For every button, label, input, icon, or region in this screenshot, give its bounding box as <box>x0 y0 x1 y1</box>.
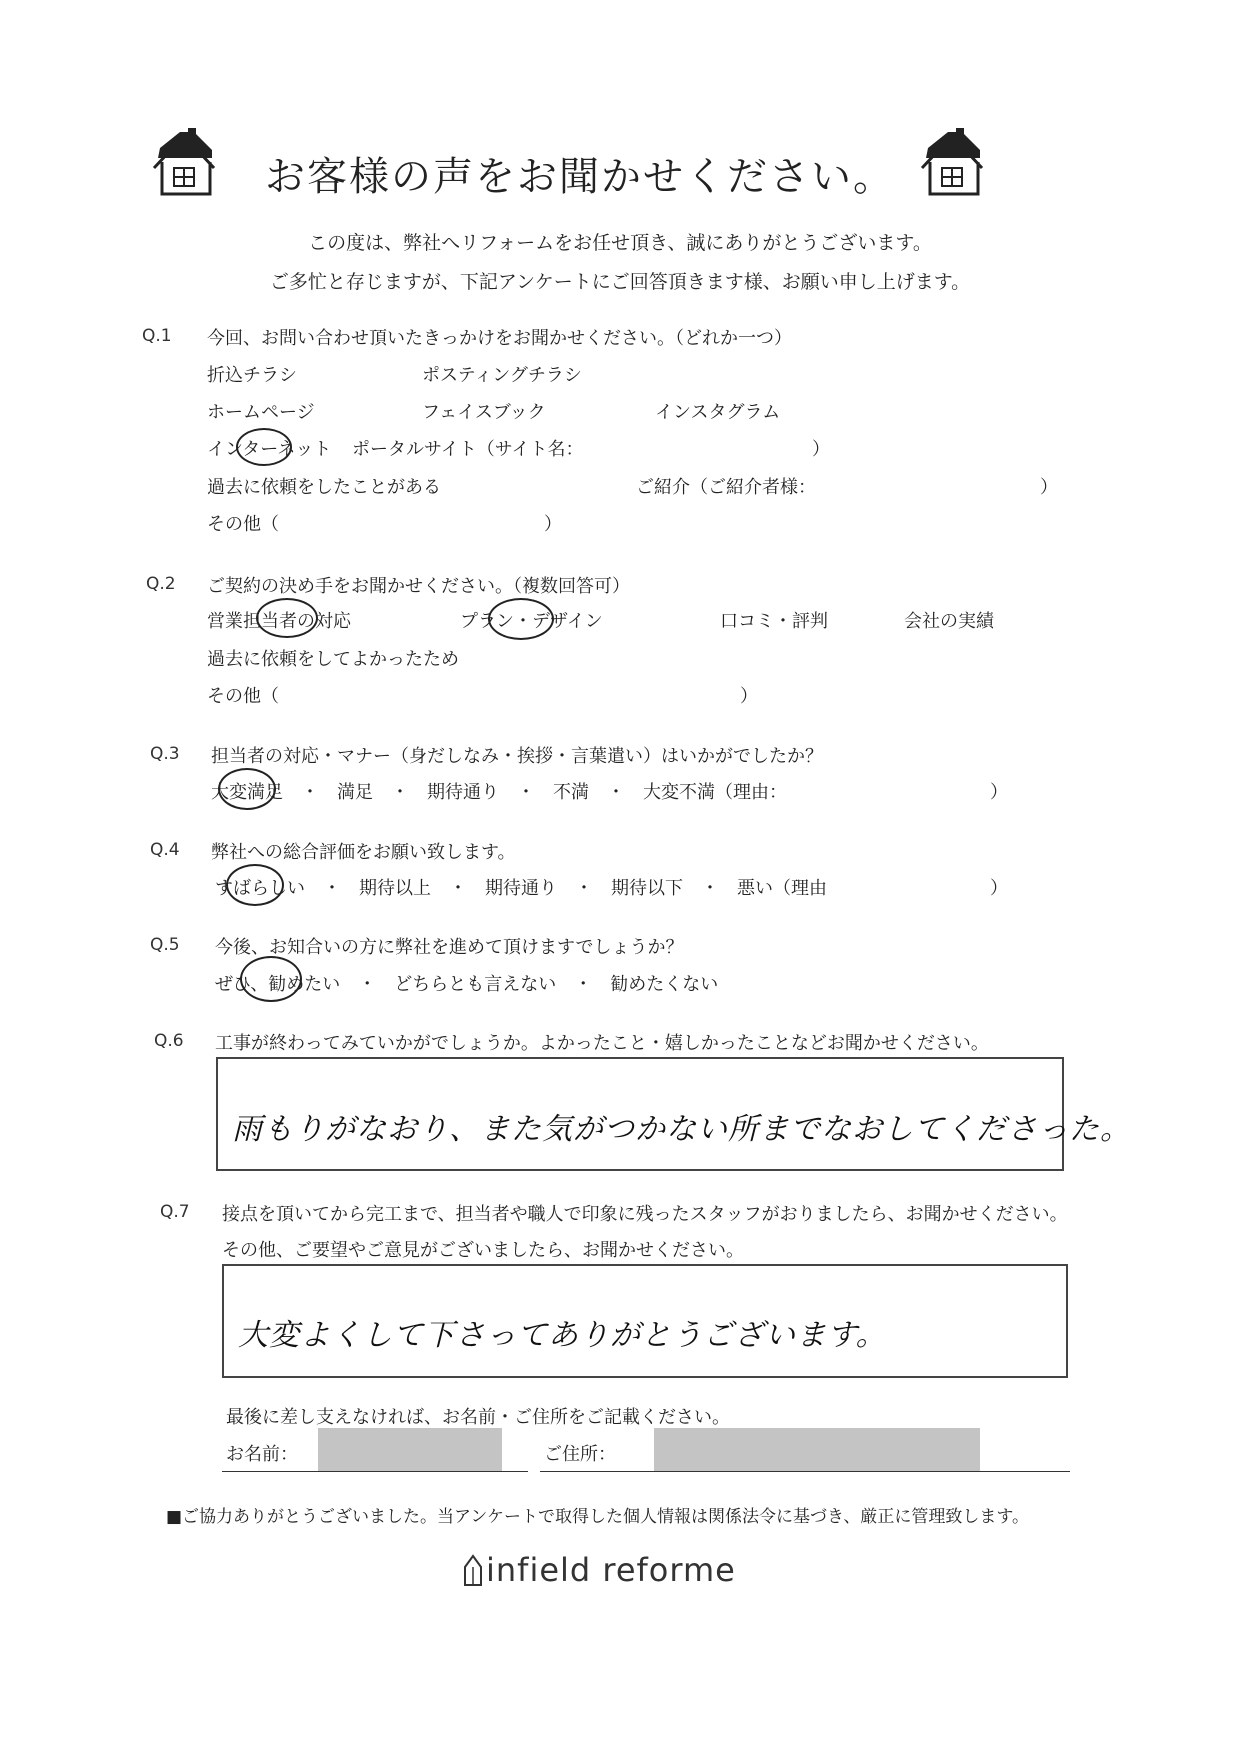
q2-option-other[interactable]: その他（ <box>207 686 279 707</box>
house-icon-left <box>150 128 222 200</box>
q1-referral-close: ） <box>1040 477 1058 498</box>
q1-option-instagram[interactable]: インスタグラム <box>655 402 781 423</box>
q2-option-staff[interactable]: 営業担当者の対応 <box>207 611 351 632</box>
q3-close: ） <box>990 782 1008 803</box>
logo-house-icon <box>463 1553 483 1587</box>
address-redacted <box>654 1428 980 1472</box>
q7-question-2: その他、ご要望やご意見がございましたら、お聞かせください。 <box>222 1240 744 1261</box>
name-underline <box>222 1471 528 1472</box>
q1-option-posting[interactable]: ポスティングチラシ <box>422 365 582 386</box>
q1-answer-circle <box>236 428 292 466</box>
q1-other-close: ） <box>544 514 562 535</box>
q4-number: Q.4 <box>150 840 180 860</box>
name-redacted <box>318 1428 502 1472</box>
q7-number: Q.7 <box>160 1202 190 1222</box>
q7-question-1: 接点を頂いてから完工まで、担当者や職人で印象に残ったスタッフがおりましたら、お聞かせください。 <box>222 1204 1068 1225</box>
intro-line-1: この度は、弊社へリフォームをお任せ頂き、誠にありがとうございます。 <box>308 232 932 254</box>
q5-question: 今後、お知合いの方に弊社を進めて頂けますでしょうか？ <box>215 937 684 958</box>
address-underline <box>540 1471 1070 1472</box>
q3-question: 担当者の対応・マナー（身だしなみ・挨拶・言葉遣い）はいかがでしたか？ <box>211 746 823 767</box>
q2-number: Q.2 <box>146 574 176 594</box>
q5-options[interactable]: ぜひ、勧めたい ・ どちらとも言えない ・ 勧めたくない <box>215 974 719 995</box>
q1-portal-close: ） <box>812 439 830 460</box>
q4-options[interactable]: すばらしい ・ 期待以上 ・ 期待通り ・ 期待以下 ・ 悪い（理由 <box>215 878 827 899</box>
page-title: お客様の声をお聞かせください。 <box>265 154 895 200</box>
q6-question: 工事が終わってみていかがでしょうか。よかったこと・嬉しかったことなどお聞かせください。 <box>215 1033 989 1054</box>
q3-options[interactable]: 大変満足 ・ 満足 ・ 期待通り ・ 不満 ・ 大変不満（理由： <box>211 782 787 803</box>
q4-close: ） <box>990 878 1008 899</box>
q6-answer-text: 雨もりがなおり、また気がつかない所までなおしてくださった。 <box>232 1112 1131 1147</box>
q1-option-other[interactable]: その他（ <box>207 514 279 535</box>
intro-line-2: ご多忙と存じますが、下記アンケートにご回答頂きます様、お願い申し上げます。 <box>269 271 971 293</box>
q4-answer-circle <box>226 864 284 906</box>
q1-option-homepage[interactable]: ホームページ <box>207 402 315 423</box>
q1-number: Q.1 <box>142 326 172 346</box>
q4-question: 弊社への総合評価をお願い致します。 <box>211 842 516 863</box>
q2-option-plan[interactable]: プラン・デザイン <box>460 611 603 632</box>
q2-option-review[interactable]: 口コミ・評判 <box>720 611 828 632</box>
q1-option-portal[interactable]: ポータルサイト（サイト名： <box>352 439 584 460</box>
privacy-notice: ■ご協力ありがとうございました。当アンケートで取得した個人情報は関係法令に基づき、厳正に管理致します。 <box>166 1507 1029 1527</box>
q2-answer-circle-plan <box>488 598 554 640</box>
q7-answer-text: 大変よくして下さってありがとうございます。 <box>238 1318 887 1353</box>
q1-option-past[interactable]: 過去に依頼をしたことがある <box>207 477 441 498</box>
q1-option-referral[interactable]: ご紹介（ご紹介者様： <box>636 477 816 498</box>
address-label: ご住所： <box>544 1444 616 1465</box>
q2-other-close: ） <box>740 686 758 707</box>
q1-question: 今回、お問い合わせ頂いたきっかけをお聞かせください。（どれか一つ） <box>207 328 792 349</box>
q2-answer-circle-staff <box>256 598 318 638</box>
q2-option-record[interactable]: 会社の実績 <box>904 611 994 632</box>
q6-number: Q.6 <box>154 1031 184 1051</box>
q2-option-past[interactable]: 過去に依頼をしてよかったため <box>207 649 459 670</box>
name-label: お名前： <box>226 1444 298 1465</box>
company-logo: infield reforme <box>486 1551 736 1589</box>
q3-answer-circle <box>218 768 276 810</box>
q1-option-internet[interactable]: インターネット <box>207 439 332 460</box>
q1-option-flyer[interactable]: 折込チラシ <box>207 365 297 386</box>
q5-answer-circle <box>240 956 302 1002</box>
q1-option-facebook[interactable]: フェイスブック <box>422 402 546 423</box>
q5-number: Q.5 <box>150 935 180 955</box>
contact-prompt: 最後に差し支えなければ、お名前・ご住所をご記載ください。 <box>226 1407 730 1428</box>
q2-question: ご契約の決め手をお聞かせください。（複数回答可） <box>207 576 630 597</box>
house-icon-right <box>918 128 990 200</box>
q3-number: Q.3 <box>150 744 180 764</box>
